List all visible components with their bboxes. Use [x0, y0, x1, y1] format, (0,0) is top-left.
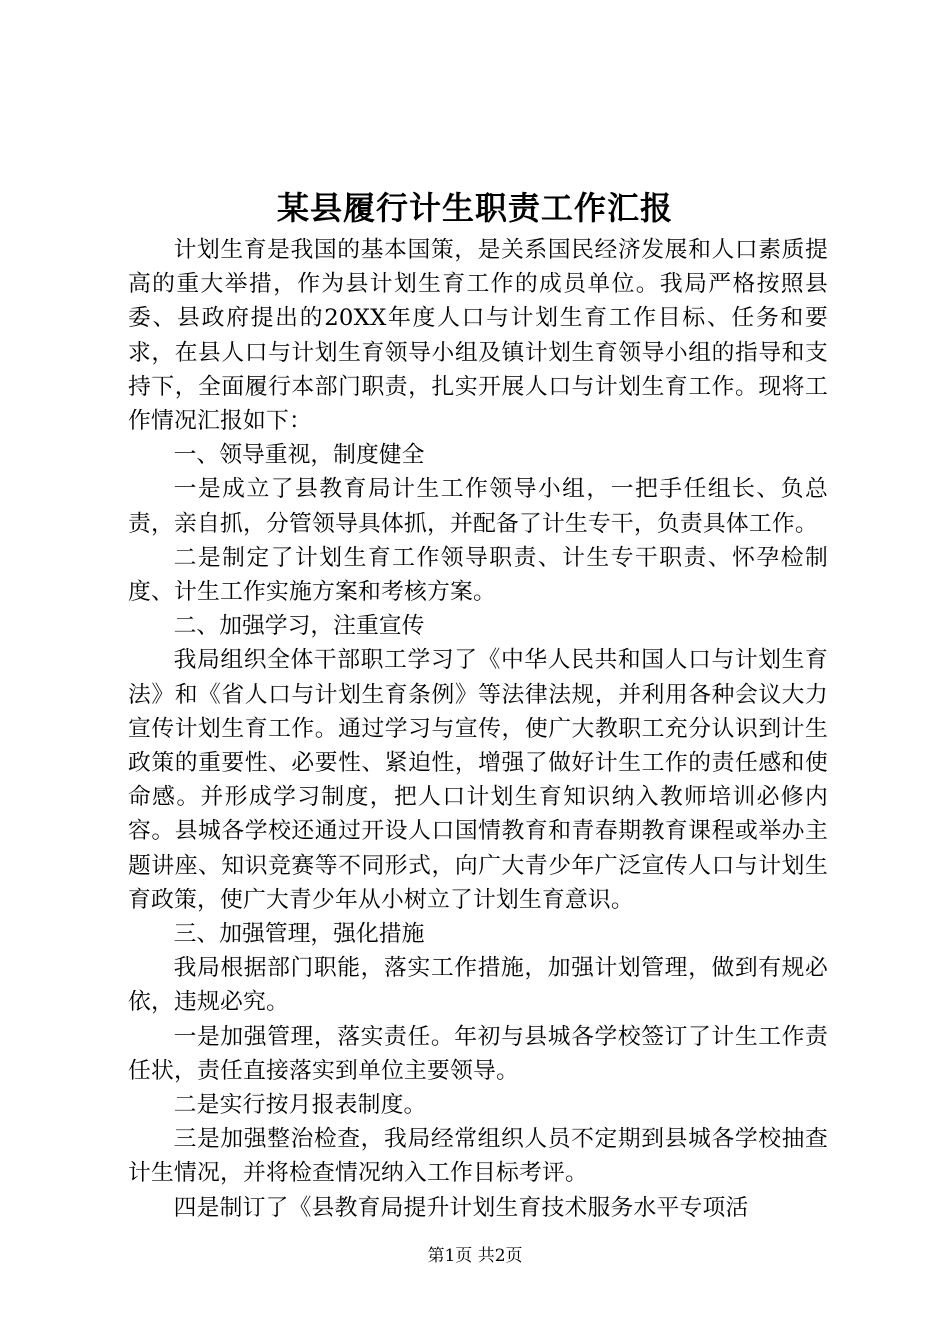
body-paragraph: 我局根据部门职能，落实工作措施，加强计划管理，做到有规必依，违规必究。: [128, 955, 828, 1016]
document-title: 某县履行计生职责工作汇报: [276, 189, 673, 227]
body-paragraph: 三是加强整治检查，我局经常组织人员不定期到县城各学校抽查计生情况，并将检查情况纳入工作目标考评。: [128, 1126, 828, 1187]
section-heading-1: 一、领导重视，制度健全: [173, 442, 425, 469]
page-footer: 第1页 共2页: [427, 1246, 523, 1266]
document-body: [128, 233, 828, 1225]
section-heading-3: 三、加强管理，强化措施: [173, 921, 425, 948]
intro-paragraph: 计划生育是我国的基本国策，是关系国民经济发展和人口素质提高的重大举措，作为县计划生育工作的成员单位。我局严格按照县委、县政府提出的20XX年度人口与计划生育工作目标、任务和要求，在县人口与计划生育领导小组及镇计划生育领导小组的指导和支持下，全面履行本部门职责，扎实开展人口与计划生育工作。现将工作情况汇报如下：: [128, 237, 828, 435]
body-paragraph: 四是制订了《县教育局提升计划生育技术服务水平专项活: [173, 1194, 749, 1221]
body-paragraph: 我局组织全体干部职工学习了《中华人民共和国人口与计划生育法》和《省人口与计划生育条例》等法律法规，并利用各种会议大力宣传计划生育工作。通过学习与宣传，使广大教职工充分认识到计生政策的重要性、必要性、紧迫性，增强了做好计生工作的责任感和使命感。并形成学习制度，把人口计划生育知识纳入教师培训必修内容。县城各学校还通过开设人口国情教育和青春期教育课程或举办主题讲座、知识竞赛等不同形式，向广大青少年广泛宣传人口与计划生育政策，使广大青少年从小树立了计划生育意识。: [128, 647, 828, 913]
body-paragraph: 二是制定了计划生育工作领导职责、计生专干职责、怀孕检制度、计生工作实施方案和考核方案。: [128, 544, 828, 606]
section-heading-2: 二、加强学习，注重宣传: [173, 613, 425, 640]
body-paragraph: 一是加强管理，落实责任。年初与县城各学校签订了计生工作责任状，责任直接落实到单位主要领导。: [128, 1023, 828, 1084]
body-paragraph: 一是成立了县教育局计生工作领导小组，一把手任组长、负总责，亲自抓，分管领导具体抓，并配备了计生专干，负责具体工作。: [128, 476, 828, 537]
body-paragraph: 二是实行按月报表制度。: [173, 1092, 427, 1119]
